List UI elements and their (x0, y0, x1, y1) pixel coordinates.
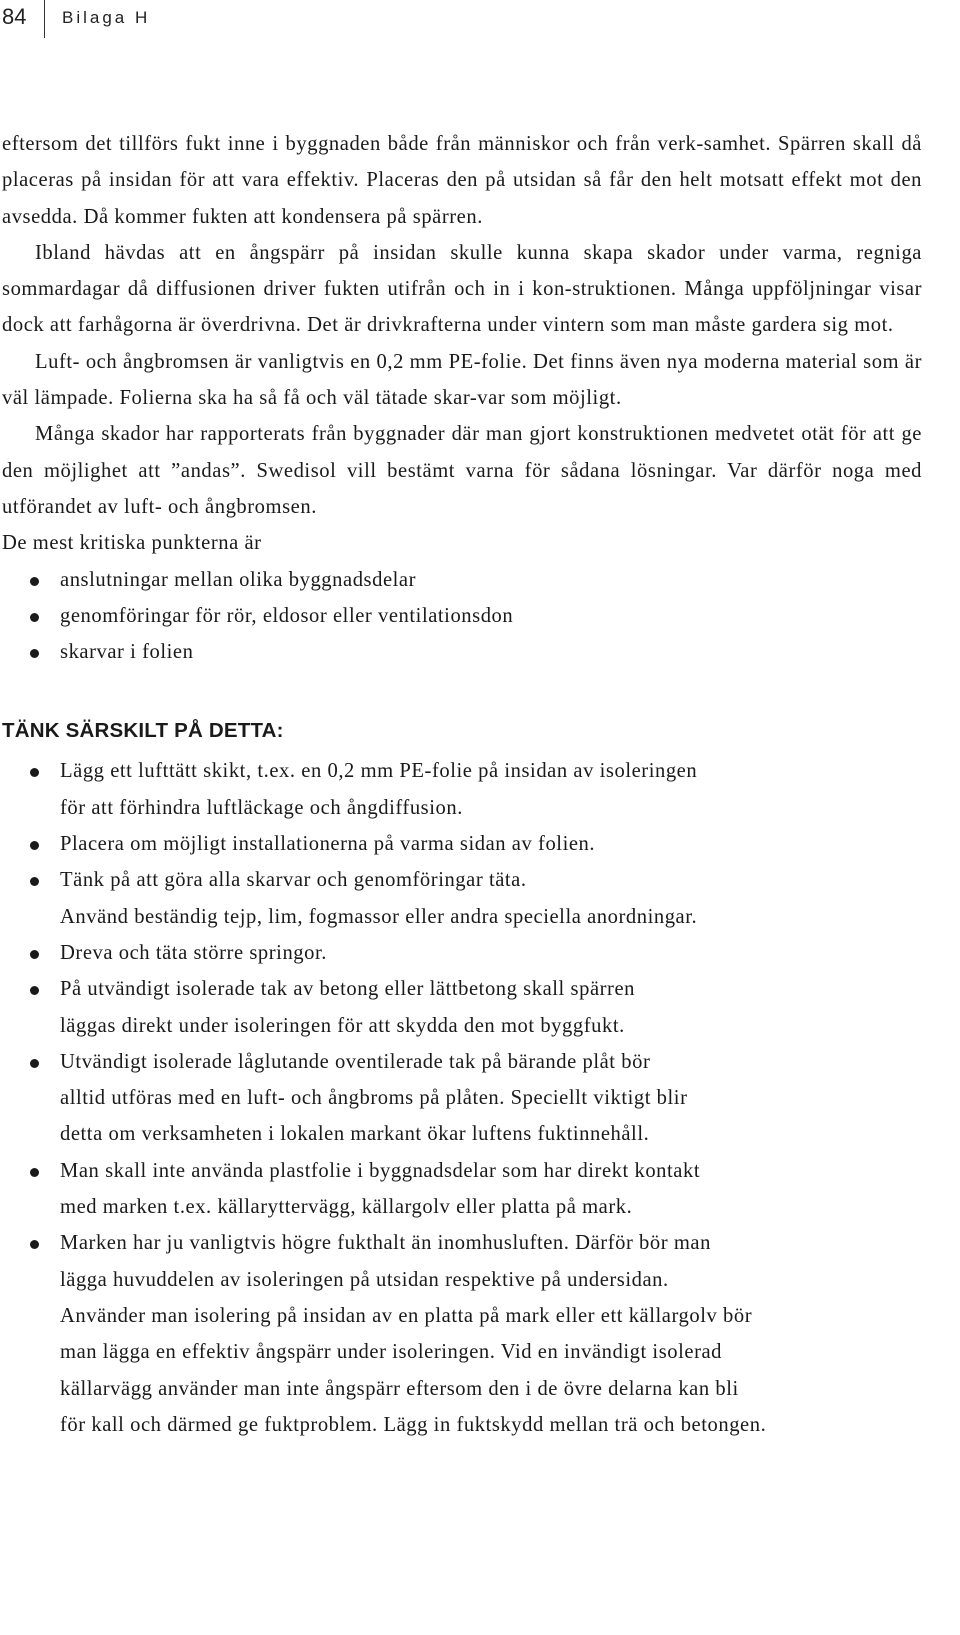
bullet-icon (30, 613, 39, 622)
list-item-line: med marken t.ex. källaryttervägg, källargolv eller platta på mark. (60, 1196, 633, 1219)
bullet-icon (30, 577, 39, 586)
critical-points-list (2, 562, 922, 671)
list-item (2, 562, 922, 598)
list-item-line: läggas direkt under isoleringen för att skydda den mot byggfukt. (60, 1014, 625, 1037)
list-item (2, 598, 922, 634)
list-item (2, 826, 922, 862)
bullet-icon (30, 877, 39, 886)
list-item (2, 935, 922, 971)
body-paragraph: eftersom det tillförs fukt inne i byggnaden både från människor och från verk-samhet. Spärren skall då placeras på insidan för att vara effektiv. Placeras den på utsidan så får den helt motsatt effekt mot den avsedda. Då kommer fukten att kondensera på spärren. (2, 133, 922, 228)
list-item-line: På utvändigt isolerade tak av betong eller lättbetong skall spärren (60, 978, 635, 1001)
list-item-line: man lägga en effektiv ångspärr under isoleringen. Vid en invändigt isolerad (60, 1341, 723, 1364)
list-item (2, 1153, 922, 1226)
list-item-line: detta om verksamheten i lokalen markant ökar luftens fuktinnehåll. (60, 1123, 650, 1146)
page-header (0, 0, 300, 42)
list-item-line: för att förhindra luftläckage och ångdiffusion. (60, 796, 463, 819)
list-item-line: källarvägg använder man inte ångspärr eftersom den i de övre delarna kan bli (60, 1377, 739, 1400)
list-item (2, 862, 922, 935)
list-item-line: Marken har ju vanligtvis högre fukthalt än inomhusluften. Därför bör man (60, 1232, 711, 1255)
list-item-line: Utvändigt isolerade låglutande oventilerade tak på bärande plåt bör (60, 1050, 651, 1073)
body-paragraph: De mest kritiska punkterna är (2, 532, 262, 555)
bullet-icon (30, 986, 39, 995)
list-item-text: anslutningar mellan olika byggnadsdelar (60, 568, 417, 591)
header-divider (44, 0, 45, 38)
page-body (2, 126, 922, 1443)
list-item-line: Man skall inte använda plastfolie i byggnadsdelar som har direkt kontakt (60, 1159, 701, 1182)
list-item-line: Placera om möjligt installationerna på varma sidan av folien. (60, 833, 596, 856)
list-item (2, 634, 922, 670)
bullet-icon (30, 950, 39, 959)
body-paragraph: Luft- och ångbromsen är vanligtvis en 0,2 mm PE-folie. Det finns även nya moderna material som är väl lämpade. Folierna ska ha så få och väl tätade skar-var som möjligt. (2, 350, 922, 410)
bullet-icon (30, 1240, 39, 1249)
list-item-line: Använder man isolering på insidan av en platta på mark eller ett källargolv bör (60, 1304, 753, 1327)
list-item-line: Tänk på att göra alla skarvar och genomföringar täta. (60, 869, 527, 892)
page-number: 84 (2, 4, 27, 29)
list-item (2, 971, 922, 1044)
bullet-icon (30, 649, 39, 658)
checklist (2, 753, 922, 1443)
checklist-heading: TÄNK SÄRSKILT PÅ DETTA: (2, 719, 284, 743)
list-item-line: Dreva och täta större springor. (60, 941, 327, 964)
section-title: Bilaga H (62, 8, 151, 27)
bullet-icon (30, 768, 39, 777)
list-item-line: alltid utföras med en luft- och ångbroms på plåten. Speciellt viktigt blir (60, 1087, 688, 1110)
list-item (2, 753, 922, 826)
body-paragraph: Ibland hävdas att en ångspärr på insidan skulle kunna skapa skador under varma, regniga sommardagar då diffusionen driver fukten utifrån och in i kon-struktionen. Många uppföljningar visar dock att farhågorna är överdrivna. Det är drivkrafterna under vintern som man måste gardera sig mot. (2, 241, 922, 337)
list-item (2, 1225, 922, 1443)
list-item-line: för kall och därmed ge fuktproblem. Lägg in fuktskydd mellan trä och betongen. (60, 1413, 767, 1436)
bullet-icon (30, 1168, 39, 1177)
list-item-line: Använd beständig tejp, lim, fogmassor eller andra speciella anordningar. (60, 905, 698, 928)
list-item-text: skarvar i folien (60, 641, 194, 664)
bullet-icon (30, 841, 39, 850)
bullet-icon (30, 1059, 39, 1068)
list-item-line: Lägg ett lufttätt skikt, t.ex. en 0,2 mm PE-folie på insidan av isoleringen (60, 760, 698, 783)
list-item-text: genomföringar för rör, eldosor eller ventilationsdon (60, 604, 514, 627)
list-item (2, 1044, 922, 1153)
body-paragraph: Många skador har rapporterats från byggnader där man gjort konstruktionen medvetet otät för att ge den möjlighet att ”andas”. Swedisol vill bestämt varna för sådana lösningar. Var därför noga med utförandet av luft- och ångbromsen. (2, 423, 922, 518)
list-item-line: lägga huvuddelen av isoleringen på utsidan respektive på undersidan. (60, 1268, 669, 1291)
